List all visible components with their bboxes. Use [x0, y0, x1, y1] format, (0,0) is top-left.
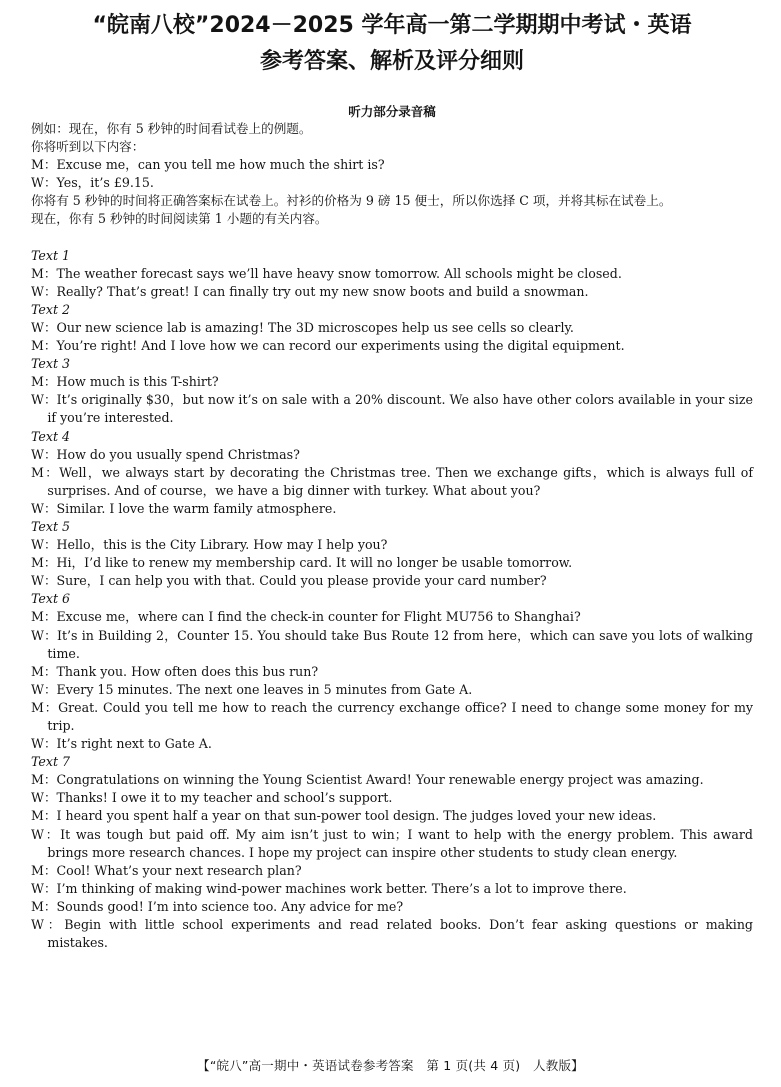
- text-label: Text 5: [31, 518, 71, 534]
- intro-line: 你将有 5 秒钟的时间将正确答案标在试卷上。衬衫的价格为 9 磅 15 便士，所以你选择 C 项，并将其标在试卷上。: [31, 193, 672, 209]
- dialogue-line: W：How do you usually spend Christmas?: [31, 446, 300, 462]
- text-label: Text 3: [31, 356, 71, 372]
- dialogue-line: M：Well，we always start by decorating the Christmas tree. Then we exchange gifts，which is always full of surprises. And of course，we have a big dinner with turkey. What about you?: [31, 464, 753, 498]
- dialogue-line: W：It was tough but paid off. My aim isn’t just to win；I want to help with the energy problem. This award brings more research chances. I hope my project can inspire other students to study clean energy.: [31, 826, 753, 860]
- text-block: [31, 301, 753, 355]
- dialogue-line: M：The weather forecast says we’ll have heavy snow tomorrow. All schools might be closed.: [31, 265, 622, 281]
- page-footer: 【“皖八”高一期中・英语试卷参考答案 第 1 页(共 4 页) 人教版】: [197, 1058, 584, 1073]
- dialogue-line: W：Really? That’s great! I can finally try out my new snow boots and build a snowman.: [31, 283, 589, 299]
- dialogue-line: M：Cool! What’s your next research plan?: [31, 862, 302, 878]
- dialogue-line: W：Hello，this is the City Library. How may I help you?: [31, 537, 388, 553]
- dialogue-line: M：How much is this T-shirt?: [31, 374, 219, 390]
- text-label: Text 1: [31, 247, 71, 263]
- dialogue-line: W：It’s originally $30，but now it’s on sale with a 20% discount. We also have other colors available in your size if you’re interested.: [31, 392, 753, 426]
- intro-line: M：Excuse me，can you tell me how much the shirt is?: [31, 157, 385, 173]
- dialogue-line: W：It’s in Building 2，Counter 15. You should take Bus Route 12 from here，which can save you lots of walking time.: [31, 627, 753, 661]
- text-block: [31, 355, 753, 427]
- dialogue-line: W：Sure，I can help you with that. Could you please provide your card number?: [31, 573, 547, 589]
- dialogue-line: W：Every 15 minutes. The next one leaves in 5 minutes from Gate A.: [31, 681, 473, 697]
- intro-line: 现在，你有 5 秒钟的时间阅读第 1 小题的有关内容。: [31, 211, 328, 227]
- text-block: [31, 753, 753, 952]
- text-block: [31, 247, 753, 301]
- dialogue-line: M：Great. Could you tell me how to reach the currency exchange office? I need to change some money for my trip.: [31, 699, 753, 733]
- dialogue-line: M：I heard you spent half a year on that sun-power tool design. The judges loved your new ideas.: [31, 808, 657, 824]
- dialogue-line: M：Thank you. How often does this bus run?: [31, 663, 319, 679]
- dialogue-line: M：Hi，I’d like to renew my membership card. It will no longer be usable tomorrow.: [31, 555, 573, 571]
- text-label: Text 6: [31, 591, 71, 607]
- document-title: “皖南八校”2024－2025 学年高一第二学期期中考试・英语: [92, 13, 692, 38]
- dialogue-line: W：It’s right next to Gate A.: [31, 736, 212, 752]
- dialogue-line: M：Sounds good! I’m into science too. Any advice for me?: [31, 898, 404, 914]
- dialogue-line: M：You’re right! And I love how we can record our experiments using the digital equipment.: [31, 338, 625, 354]
- text-label: Text 7: [31, 754, 71, 770]
- dialogue-line: W：Thanks! I owe it to my teacher and school’s support.: [31, 790, 393, 806]
- intro-line: W：Yes，it’s £9.15.: [31, 175, 154, 191]
- spacer: [31, 229, 753, 247]
- dialogue-line: W：Our new science lab is amazing! The 3D microscopes help us see cells so clearly.: [31, 319, 574, 335]
- text-block: [31, 518, 753, 590]
- dialogue-line: W：Similar. I love the warm family atmosphere.: [31, 500, 337, 516]
- dialogue-line: W：I’m thinking of making wind-power machines work better. There’s a lot to improve there.: [31, 880, 627, 896]
- text-label: Text 2: [31, 301, 71, 317]
- document-subtitle: 参考答案、解析及评分细则: [259, 49, 524, 74]
- intro-line: 例如：现在，你有 5 秒钟的时间看试卷上的例题。: [31, 121, 312, 136]
- dialogue-line: M：Congratulations on winning the Young Scientist Award! Your renewable energy project was amazing.: [31, 772, 704, 788]
- dialogue-line: M：Excuse me，where can I find the check-in counter for Flight MU756 to Shanghai?: [31, 609, 581, 625]
- text-label: Text 4: [31, 428, 71, 444]
- section-title: 听力部分录音稿: [348, 104, 436, 119]
- intro-block: [31, 120, 753, 229]
- transcript: [31, 247, 753, 953]
- text-block: [31, 590, 753, 753]
- intro-line: 你将听到以下内容：: [31, 139, 145, 155]
- text-block: [31, 428, 753, 518]
- dialogue-line: W：Begin with little school experiments and read related books. Don’t fear asking questions or making mistakes.: [31, 917, 753, 951]
